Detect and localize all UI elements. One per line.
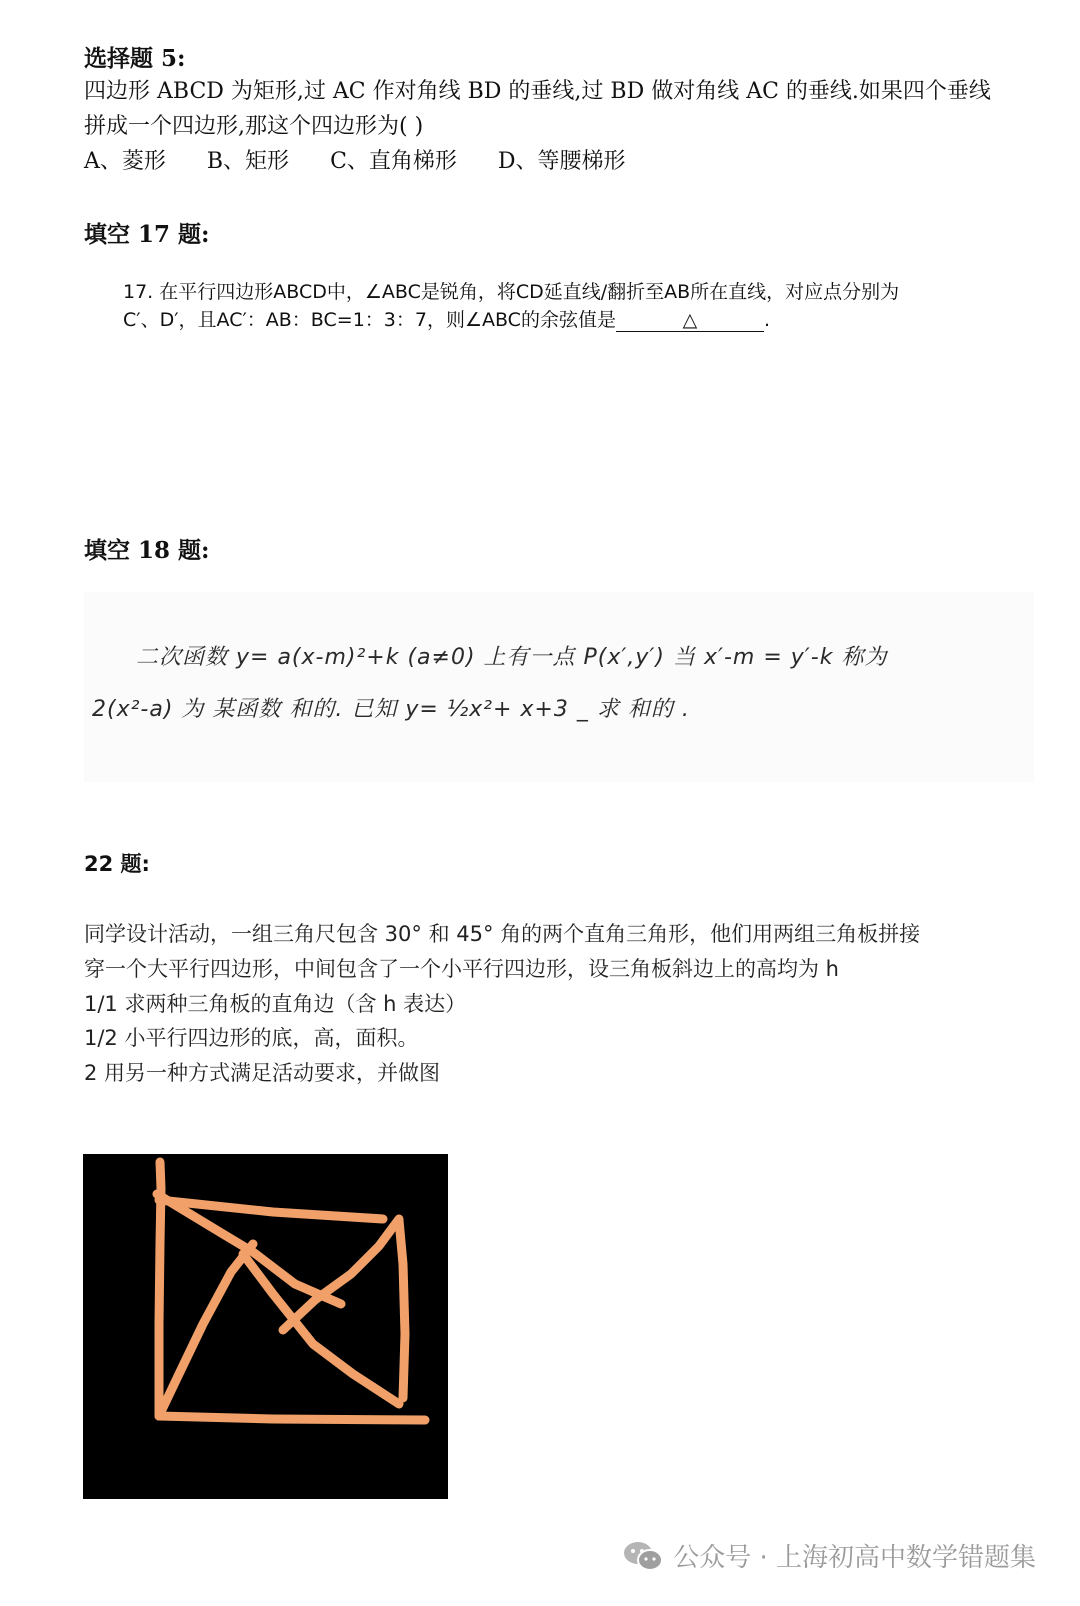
q22-line-2: 穿一个大平行四边形，中间包含了一个小平行四边形，设三角板斜边上的高均为 h [84,957,839,981]
wechat-icon [623,1540,663,1572]
q5-options [84,144,660,175]
q22-line-1: 同学设计活动，一组三角尺包含 30° 和 45° 角的两个直角三角形，他们用两组三角板拼接 [84,922,921,946]
answer-blank: △ [616,309,764,332]
q18-title: 填空 18 题: [84,537,210,564]
option-d: D、等腰梯形 [497,149,626,174]
q22-line-3: 1/1 求两种三角板的直角边（含 h 表达） [84,992,467,1016]
q17-end: . [763,309,770,331]
q17-title: 填空 17 题: [84,221,210,248]
q22-line-4: 1/2 小平行四边形的底，高，面积。 [84,1026,419,1050]
q5-title: 选择题 5: [84,45,186,72]
q5-line-2: 拼成一个四边形,那这个四边形为( ) [84,114,424,139]
sketch-figure [83,1154,448,1499]
q22-line-5: 2 用另一种方式满足活动要求，并做图 [84,1061,441,1085]
option-c: C、直角梯形 [330,149,457,174]
q17-problem [123,278,1023,334]
q5-line-1: 四边形 ABCD 为矩形,过 AC 作对角线 BD 的垂线,过 BD 做对角线 AC 的垂线.如果四个垂线 [84,79,991,104]
footer-watermark [623,1537,1036,1574]
sketch-drawing [83,1154,448,1499]
q22-title: 22 题: [84,852,150,876]
handwritten-line-1: 二次函数 y= a(x-m)²+k (a≠0) 上有一点 P(x′,y′) 当 x′-m = y′-k 称为 [136,645,888,670]
q17-line-1: 17. 在平行四边形ABCD中，∠ABC是锐角，将CD延直线/翻折至AB所在直线，对应点分别为 [123,281,900,303]
q17-line-2-text: C′、D′，且AC′：AB：BC=1：3：7，则∠ABC的余弦值是 [123,309,616,331]
option-a: A、菱形 [84,149,166,174]
q17-line-2 [123,306,1023,334]
handwritten-note [84,592,1034,782]
footer-text: 公众号 · 上海初高中数学错题集 [673,1543,1036,1573]
handwritten-line-2: 2(x²-a) 为 某函数 和的. 已知 y= ½x²+ x+3 _ 求 和的 . [92,697,690,722]
option-b: B、矩形 [206,149,290,174]
